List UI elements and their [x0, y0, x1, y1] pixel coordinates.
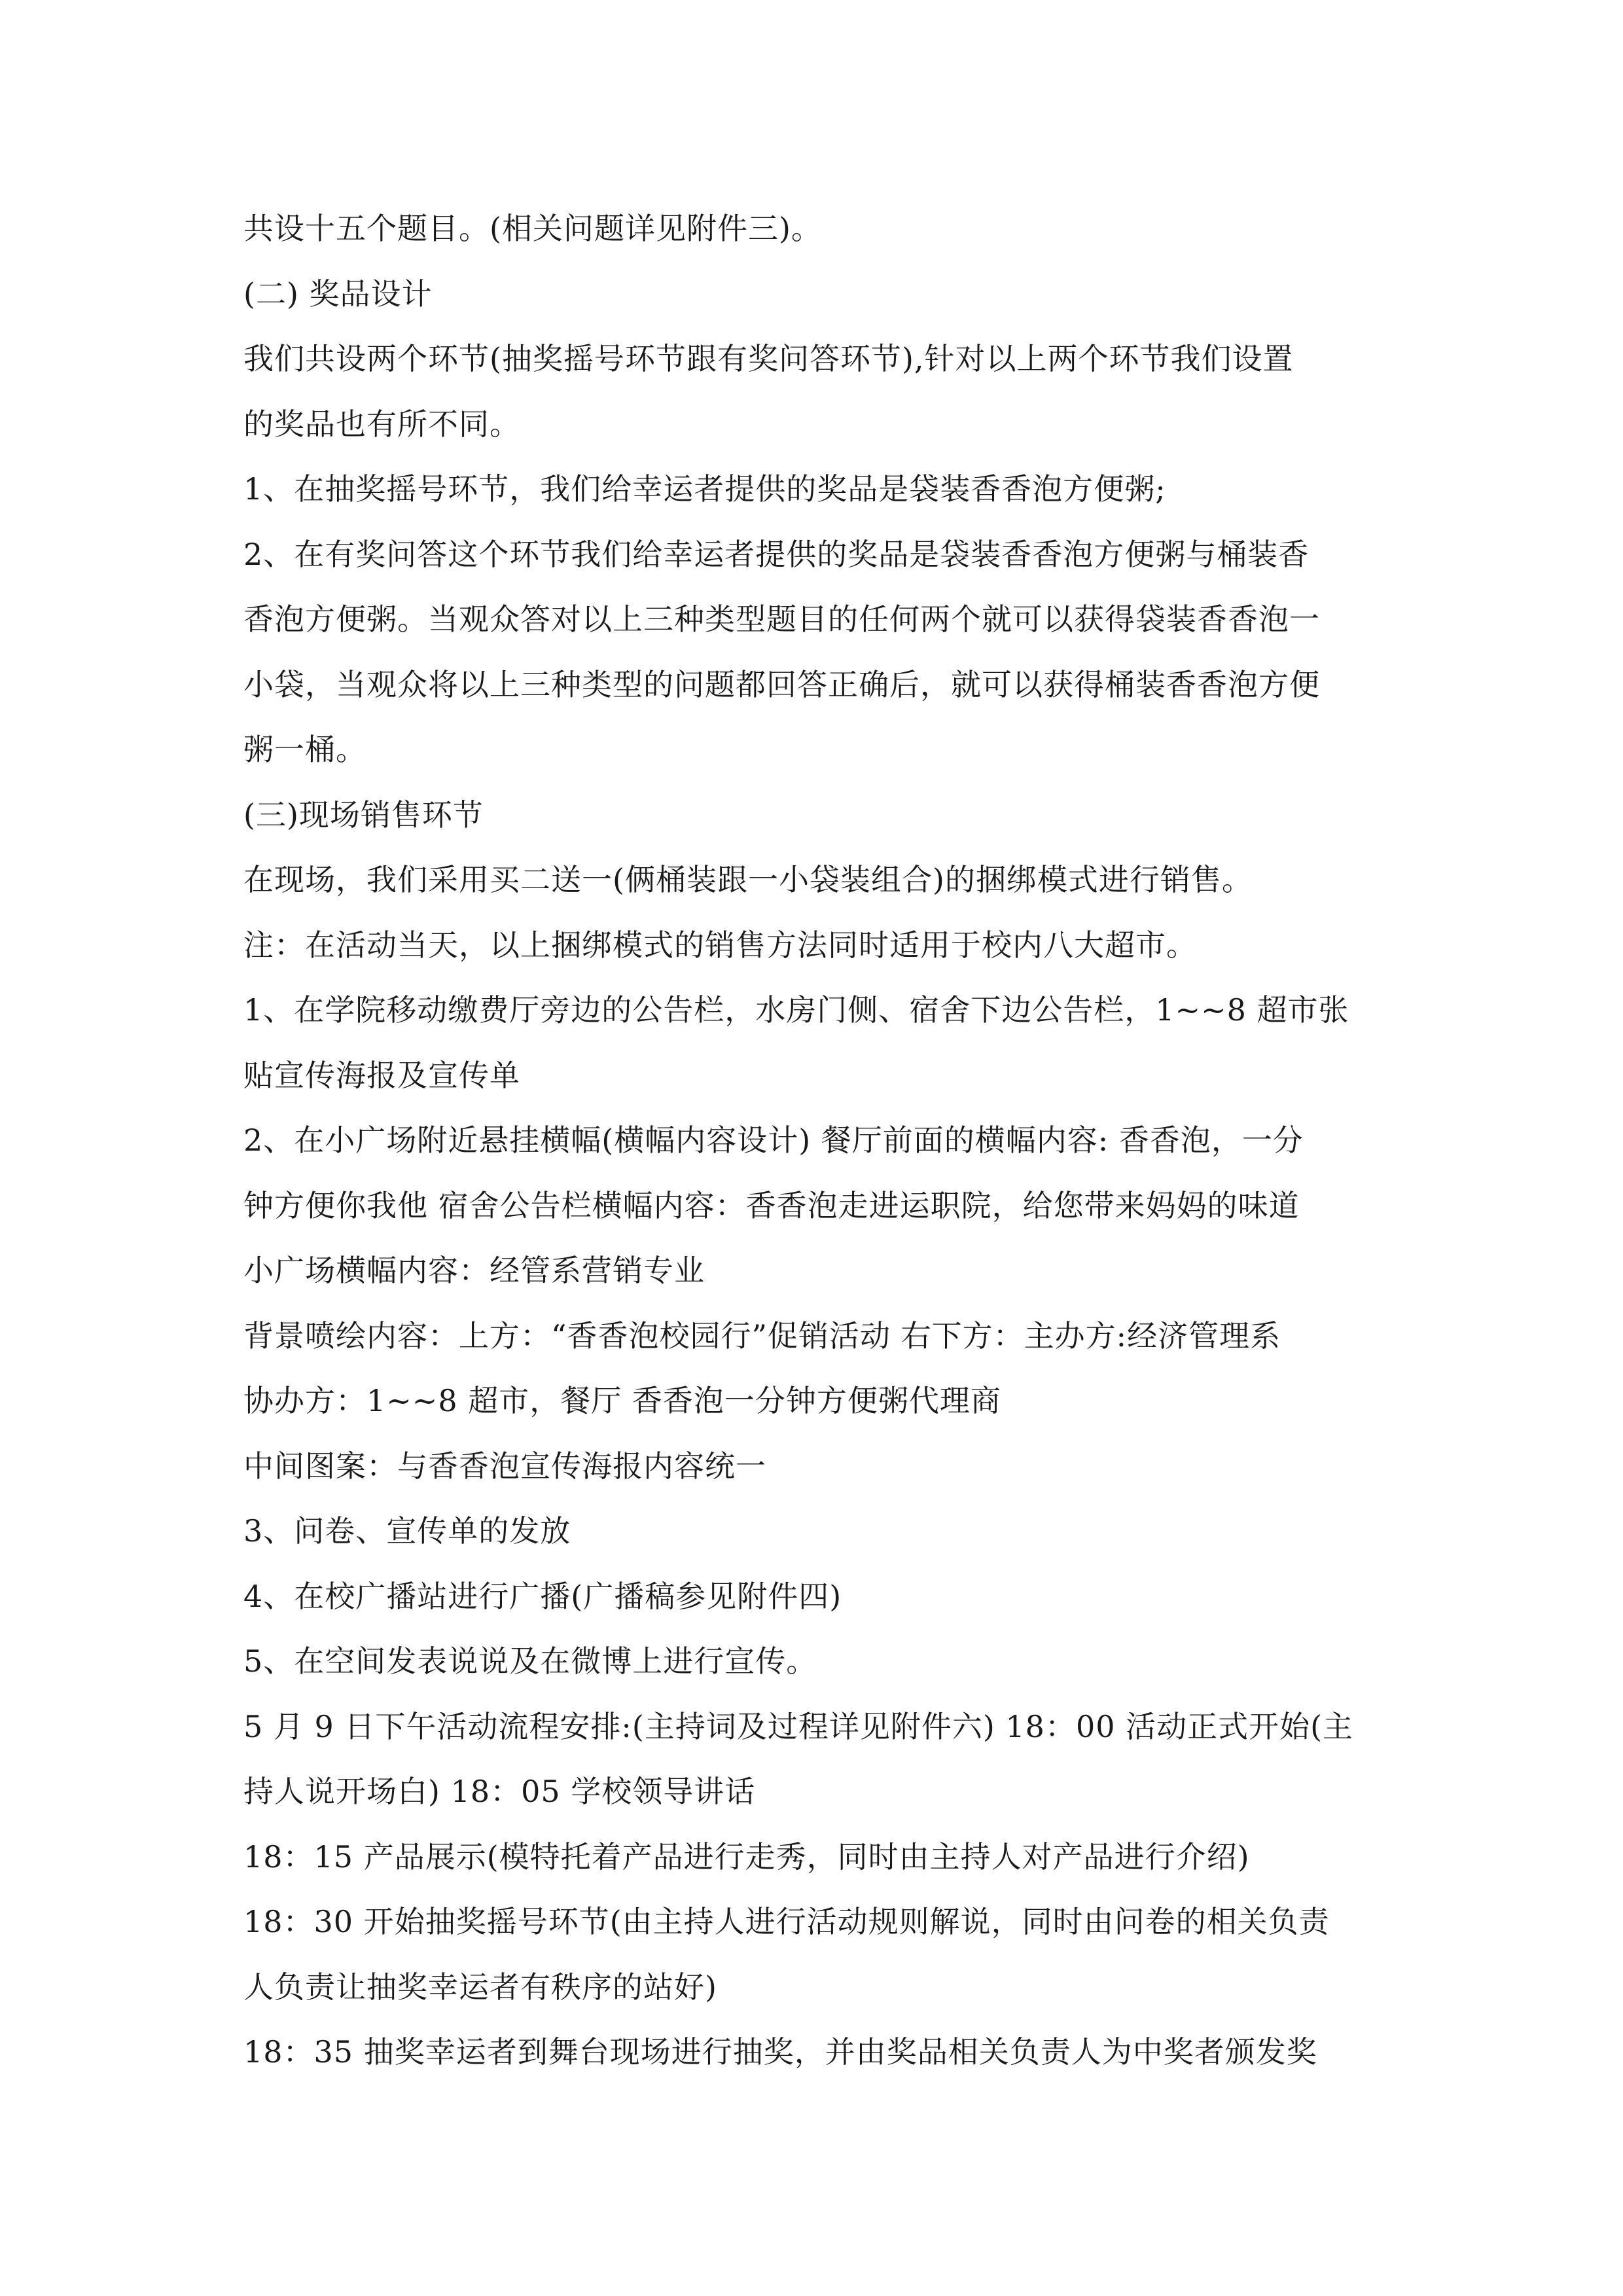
text-line: 中间图案：与香香泡宣传海报内容统一: [243, 1448, 766, 1484]
text-line: 2、在有奖问答这个环节我们给幸运者提供的奖品是袋装香香泡方便粥与桶装香: [243, 536, 1310, 572]
text-line: 小袋，当观众将以上三种类型的问题都回答正确后，就可以获得桶装香香泡方便: [243, 666, 1320, 702]
text-line: 2、在小广场附近悬挂横幅(横幅内容设计) 餐厅前面的横幅内容: 香香泡，一分: [243, 1122, 1304, 1158]
section-heading: (二) 奖品设计: [243, 276, 433, 312]
text-line: 粥一桶。: [243, 732, 366, 767]
text-line: 18：35 抽奖幸运者到舞台现场进行抽奖，并由奖品相关负责人为中奖者颁发奖: [243, 2034, 1317, 2070]
text-line: 18：30 开始抽奖摇号环节(由主持人进行活动规则解说，同时由问卷的相关负责: [243, 1904, 1330, 1939]
text-line: 小广场横幅内容：经管系营销专业: [243, 1253, 705, 1288]
text-line: 3、问卷、宣传单的发放: [243, 1513, 571, 1549]
text-line: 注：在活动当天，以上捆绑模式的销售方法同时适用于校内八大超市。: [243, 927, 1197, 963]
text-line: 持人说开场白) 18：05 学校领导讲话: [243, 1774, 756, 1809]
text-line: 我们共设两个环节(抽奖摇号环节跟有奖问答环节),针对以上两个环节我们设置: [243, 341, 1294, 376]
text-line: 5、在空间发表说说及在微博上进行宣传。: [243, 1643, 817, 1679]
text-line: 共设十五个题目。(相关问题详见附件三)。: [243, 211, 822, 246]
text-line: 香泡方便粥。当观众答对以上三种类型题目的任何两个就可以获得袋装香香泡一: [243, 601, 1320, 637]
text-line: 5 月 9 日下午活动流程安排:(主持词及过程详见附件六) 18：00 活动正式开始(主: [243, 1708, 1354, 1744]
text-line: 人负责让抽奖幸运者有秩序的站好): [243, 1969, 717, 2005]
text-line: 钟方便你我他 宿舍公告栏横幅内容：香香泡走进运职院，给您带来妈妈的味道: [243, 1187, 1300, 1223]
text-line: 的奖品也有所不同。: [243, 406, 520, 442]
text-line: 4、在校广播站进行广播(广播稿参见附件四): [243, 1578, 842, 1614]
text-line: 协办方：1~~8 超市，餐厅 香香泡一分钟方便粥代理商: [243, 1383, 1001, 1418]
text-line: 1、在学院移动缴费厅旁边的公告栏，水房门侧、宿舍下边公告栏，1~~8 超市张: [243, 992, 1349, 1028]
text-line: 背景喷绘内容：上方：“香香泡校园行”促销活动 右下方：主办方:经济管理系: [243, 1318, 1281, 1354]
section-heading: (三)现场销售环节: [243, 797, 484, 833]
text-line: 贴宣传海报及宣传单: [243, 1057, 520, 1093]
text-line: 18：15 产品展示(模特托着产品进行走秀，同时由主持人对产品进行介绍): [243, 1839, 1250, 1874]
text-line: 在现场，我们采用买二送一(俩桶装跟一小袋装组合)的捆绑模式进行销售。: [243, 862, 1253, 897]
document-body: [243, 196, 1389, 2085]
text-line: 1、在抽奖摇号环节，我们给幸运者提供的奖品是袋装香香泡方便粥;: [243, 471, 1166, 507]
